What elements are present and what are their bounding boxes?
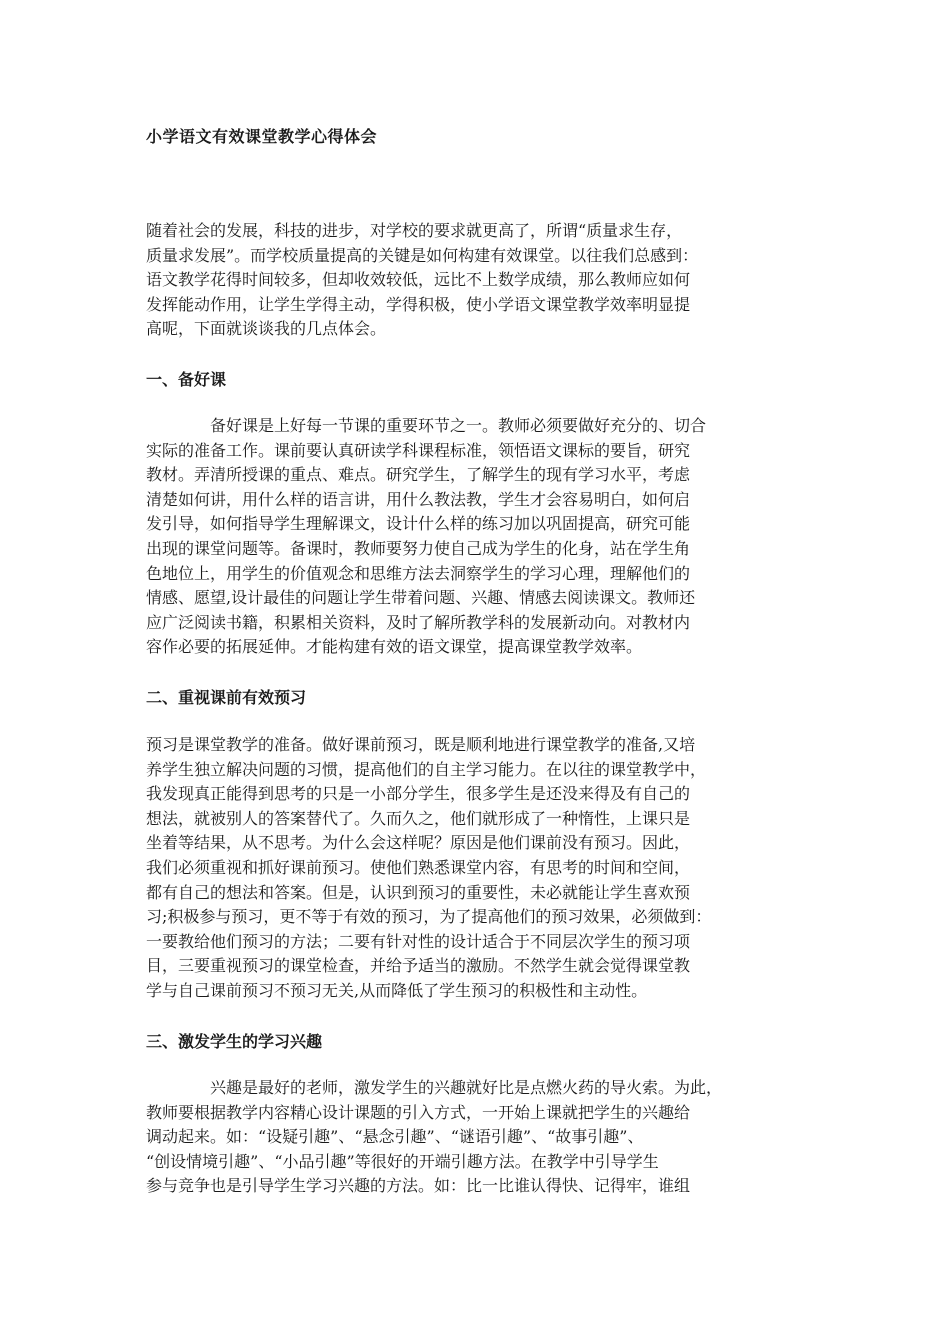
text-line: 随着社会的发展，科技的进步，对学校的要求就更高了，所谓“质量求生存， — [146, 221, 683, 240]
text-line: 教师要根据教学内容精心设计课题的引入方式，一开始上课就把学生的兴趣给 — [146, 1102, 691, 1122]
text-line: 学与自己课前预习不预习无关,从而降低了学生预习的积极性和主动性。 — [146, 980, 648, 1000]
text-line: 坐着等结果，从不思考。为什么会这样呢？原因是他们课前没有预习。因此， — [146, 833, 691, 853]
section-heading-preview: 二、重视课前有效预习 — [146, 688, 307, 707]
text-line: 情感、愿望,设计最佳的问题让学生带着问题、兴趣、情感去阅读课文。教师还 — [146, 588, 696, 608]
section-paragraph-interest — [146, 1076, 814, 1199]
text-line: 容作必要的拓展延伸。才能构建有效的语文课堂，提高课堂教学效率。 — [146, 637, 643, 657]
text-line: “创设情境引趣”、“小品引趣”等很好的开端引趣方法。在教学中引导学生 — [146, 1151, 659, 1171]
document-title: 小学语文有效课堂教学心得体会 — [146, 127, 378, 146]
section-paragraph-preview — [146, 733, 814, 1004]
text-line: 发挥能动作用，让学生学得主动，学得积极，使小学语文课堂教学效率明显提 — [146, 294, 691, 314]
text-line: 参与竞争也是引导学生学习兴趣的方法。如：比一比谁认得快、记得牢，谁组 — [146, 1176, 691, 1196]
text-line: 应广泛阅读书籍，积累相关资料，及时了解所教学科的发展新动向。对教材内 — [146, 612, 691, 632]
text-line: 目，三要重视预习的课堂检查，并给予适当的激励。不然学生就会觉得课堂教 — [146, 956, 691, 976]
text-line: 习;积极参与预习，更不等于有效的预习，为了提高他们的预习效果，必须做到： — [146, 907, 712, 927]
text-line: 我们必须重视和抓好课前预习。使他们熟悉课堂内容，有思考的时间和空间， — [146, 857, 691, 877]
section-heading-prepare: 一、备好课 — [146, 370, 227, 389]
text-line: 清楚如何讲，用什么样的语言讲，用什么教法教，学生才会容易明白，如何启 — [146, 489, 691, 509]
text-line: 想法，就被别人的答案替代了。久而久之，他们就形成了一种惰性，上课只是 — [146, 808, 691, 828]
text-line: 发引导，如何指导学生理解课文，设计什么样的练习加以巩固提高，研究可能 — [146, 514, 691, 534]
text-line: 兴趣是最好的老师，激发学生的兴趣就好比是点燃火药的导火索。为此， — [210, 1078, 723, 1097]
section-heading-interest: 三、激发学生的学习兴趣 — [146, 1032, 323, 1051]
text-line: 色地位上，用学生的价值观念和思维方法去洞察学生的学习心理，理解他们的 — [146, 563, 691, 583]
text-line: 预习是课堂教学的准备。做好课前预习，既是顺利地进行课堂教学的准备,又培 — [146, 735, 696, 754]
text-line: 一要教给他们预习的方法；二要有针对性的设计适合于不同层次学生的预习项 — [146, 931, 691, 951]
section-paragraph-prepare — [146, 414, 814, 660]
text-line: 语文教学花得时间较多，但却收效较低，远比不上数学成绩，那么教师应如何 — [146, 270, 691, 290]
text-line: 调动起来。如：“设疑引趣”、“悬念引趣”、“谜语引趣”、“故事引趣”、 — [146, 1127, 644, 1147]
text-line: 都有自己的想法和答案。但是，认识到预习的重要性，未必就能让学生喜欢预 — [146, 882, 691, 902]
intro-paragraph — [146, 219, 814, 342]
text-line: 高呢，下面就谈谈我的几点体会。 — [146, 319, 387, 339]
text-line: 我发现真正能得到思考的只是一小部分学生，很多学生是还没来得及有自己的 — [146, 784, 691, 804]
text-line: 备好课是上好每一节课的重要环节之一。教师必须要做好充分的、切合 — [210, 416, 707, 435]
text-line: 质量求发展”。而学校质量提高的关键是如何构建有效课堂。以往我们总感到： — [146, 245, 699, 265]
text-line: 养学生独立解决问题的习惯，提高他们的自主学习能力。在以往的课堂教学中， — [146, 759, 707, 779]
text-line: 实际的准备工作。课前要认真研读学科课程标准，领悟语文课标的要旨，研究 — [146, 440, 691, 460]
text-line: 教材。弄清所授课的重点、难点。研究学生，了解学生的现有学习水平，考虑 — [146, 465, 691, 485]
text-line: 出现的课堂问题等。备课时，教师要努力使自己成为学生的化身，站在学生角 — [146, 538, 691, 558]
